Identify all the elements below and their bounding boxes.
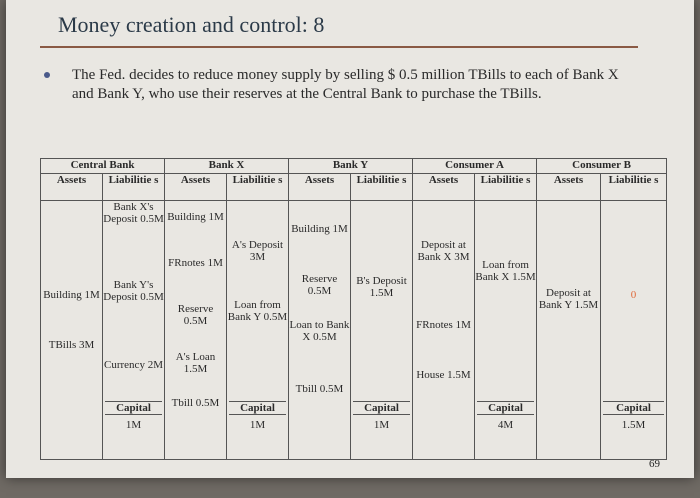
liab-header: Liabilitie s <box>601 174 667 201</box>
capital-value: 1M <box>249 419 266 432</box>
assets-header: Assets <box>165 174 227 201</box>
entry: B's Deposit 1.5M <box>356 275 407 300</box>
title-divider <box>40 46 638 48</box>
entry: Currency 2M <box>104 359 163 372</box>
entity-central-bank: Central Bank <box>41 159 165 174</box>
consumer-a-liabilities <box>475 201 537 460</box>
zero-value: 0 <box>630 289 637 302</box>
slide <box>6 0 694 478</box>
page-number: 69 <box>649 458 660 470</box>
central-bank-liabilities <box>103 201 165 460</box>
assets-header: Assets <box>289 174 351 201</box>
consumer-b-liabilities <box>601 201 667 460</box>
entry: FRnotes 1M <box>168 257 223 270</box>
entry: FRnotes 1M <box>416 319 471 332</box>
entry: Deposit at Bank Y 1.5M <box>538 287 599 312</box>
liab-header: Liabilitie s <box>351 174 413 201</box>
entry: Loan to Bank X 0.5M <box>289 319 350 344</box>
consumer-b-assets <box>537 201 601 460</box>
bullet-icon <box>44 72 50 78</box>
entity-bank-x: Bank X <box>165 159 289 174</box>
entry: Tbill 0.5M <box>295 383 344 396</box>
entry: A's Loan 1.5M <box>175 351 216 376</box>
bullet-text: The Fed. decides to reduce money supply by selling $ 0.5 million TBills to each of Bank X and Bank Y, who use their reserves at the Central Bank to purchase the TBills. <box>72 67 619 102</box>
entry: A's Deposit 3M <box>231 239 284 264</box>
assets-header: Assets <box>41 174 103 201</box>
entity-consumer-b: Consumer B <box>537 159 667 174</box>
bank-x-liabilities <box>227 201 289 460</box>
entity-bank-y: Bank Y <box>289 159 413 174</box>
central-bank-assets <box>41 201 103 460</box>
capital-value: 1M <box>373 419 390 432</box>
entry: TBills 3M <box>48 339 95 352</box>
capital-value: 4M <box>497 419 514 432</box>
entry: Tbill 0.5M <box>171 397 220 410</box>
consumer-a-assets <box>413 201 475 460</box>
entry: Reserve 0.5M <box>301 273 338 298</box>
assets-header: Assets <box>413 174 475 201</box>
entry: Bank X's Deposit 0.5M <box>103 201 164 226</box>
liab-header: Liabilitie s <box>475 174 537 201</box>
entry: Bank Y's Deposit 0.5M <box>103 279 164 304</box>
entry: Deposit at Bank X 3M <box>417 239 470 264</box>
liab-header: Liabilitie s <box>227 174 289 201</box>
balance-sheet-table <box>40 158 667 460</box>
capital-label: Capital <box>477 401 534 415</box>
capital-label: Capital <box>353 401 410 415</box>
entry: House 1.5M <box>416 369 471 382</box>
bank-x-assets <box>165 201 227 460</box>
assets-header: Assets <box>537 174 601 201</box>
capital-label: Capital <box>105 401 162 415</box>
slide-title: Money creation and control: 8 <box>58 12 325 37</box>
bank-y-liabilities <box>351 201 413 460</box>
entry: Loan from Bank Y 0.5M <box>227 299 288 324</box>
bank-y-assets <box>289 201 351 460</box>
capital-value: 1.5M <box>621 419 646 432</box>
entry: Reserve 0.5M <box>177 303 214 328</box>
capital-label: Capital <box>229 401 286 415</box>
liab-header: Liabilitie s <box>103 174 165 201</box>
capital-value: 1M <box>125 419 142 432</box>
entry: Building 1M <box>43 289 100 302</box>
entry: Building 1M <box>291 223 348 236</box>
capital-label: Capital <box>603 401 664 415</box>
entry: Building 1M <box>167 211 224 224</box>
entity-consumer-a: Consumer A <box>413 159 537 174</box>
entry: Loan from Bank X 1.5M <box>475 259 536 284</box>
